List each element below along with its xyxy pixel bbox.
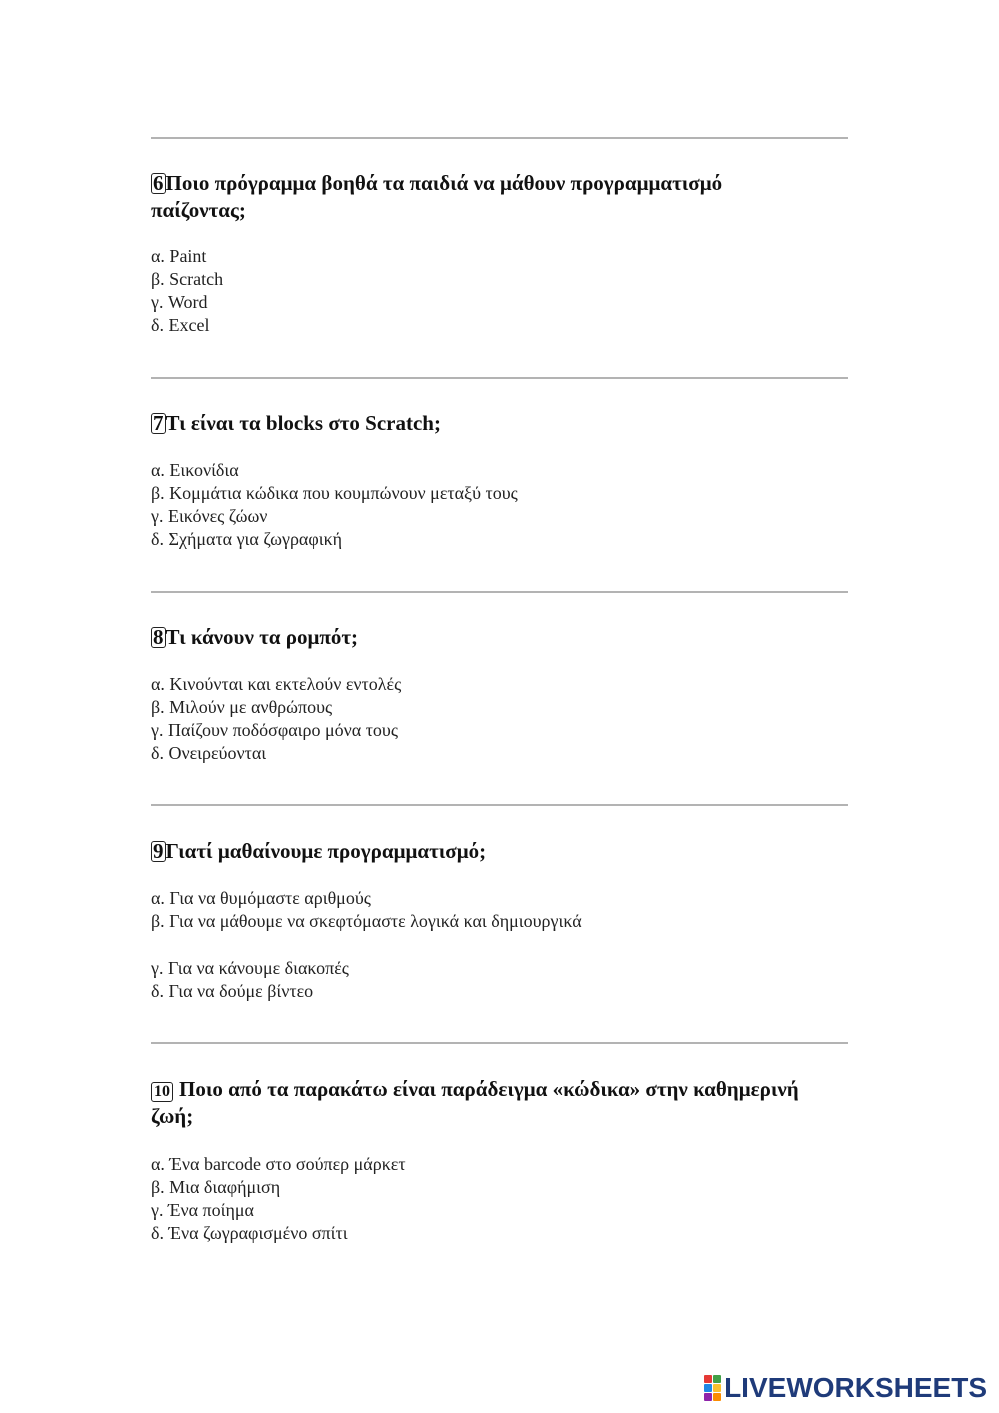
question-7-title <box>151 410 811 437</box>
question-9-option-c[interactable]: γ. Για να κάνουμε διακοπές <box>151 958 349 978</box>
logo-square-2 <box>713 1375 721 1383</box>
question-8-option-d[interactable]: δ. Ονειρεύονται <box>151 743 267 763</box>
question-9-option-d[interactable]: δ. Για να δούμε βίντεο <box>151 981 314 1001</box>
question-7-option-a[interactable]: α. Εικονίδια <box>151 460 239 480</box>
question-number-10: 10 <box>151 1082 173 1102</box>
question-6-option-b[interactable]: β. Scratch <box>151 269 224 289</box>
question-8-title <box>151 624 811 651</box>
question-text: Τι είναι τα blocks στο Scratch; <box>165 411 441 435</box>
question-6-title <box>151 170 811 224</box>
question-7-option-c[interactable]: γ. Εικόνες ζώων <box>151 506 268 526</box>
question-9-option-b[interactable]: β. Για να μάθουμε να σκεφτόμαστε λογικά και δημιουργικά <box>151 911 582 931</box>
liveworksheets-logo[interactable] <box>704 1373 987 1403</box>
question-8-option-b[interactable]: β. Μιλούν με ανθρώπους <box>151 697 333 717</box>
question-10-option-b[interactable]: β. Μια διαφήμιση <box>151 1177 281 1197</box>
question-8-option-a[interactable]: α. Κινούνται και εκτελούν εντολές <box>151 674 402 694</box>
divider-3 <box>151 591 848 593</box>
question-6-option-d[interactable]: δ. Excel <box>151 315 210 335</box>
question-9-option-a[interactable]: α. Για να θυμόμαστε αριθμούς <box>151 888 371 908</box>
logo-grid-icon <box>704 1375 721 1401</box>
question-number-7: 7 <box>153 411 164 435</box>
question-10-option-a[interactable]: α. Ένα barcode στο σούπερ μάρκετ <box>151 1154 406 1174</box>
divider-1 <box>151 137 848 139</box>
question-text: Ποιο πρόγραμμα βοηθά τα παιδιά να μάθουν προγραμματισμό παίζοντας; <box>151 171 723 222</box>
logo-square-5 <box>704 1393 712 1401</box>
question-10-title <box>151 1076 811 1130</box>
question-6-option-a[interactable]: α. Paint <box>151 246 207 266</box>
question-text: Γιατί μαθαίνουμε προγραμματισμό; <box>165 839 487 863</box>
divider-2 <box>151 377 848 379</box>
logo-text: LIVEWORKSHEETS <box>724 1372 987 1403</box>
divider-4 <box>151 804 848 806</box>
question-number-6: 6 <box>153 171 164 195</box>
question-9-title <box>151 838 811 865</box>
question-7-option-b[interactable]: β. Κομμάτια κώδικα που κουμπώνουν μεταξύ τους <box>151 483 518 503</box>
logo-square-6 <box>713 1393 721 1401</box>
logo-square-3 <box>704 1384 712 1392</box>
question-10-option-c[interactable]: γ. Ένα ποίημα <box>151 1200 254 1220</box>
question-10-option-d[interactable]: δ. Ένα ζωγραφισμένο σπίτι <box>151 1223 348 1243</box>
logo-square-4 <box>713 1384 721 1392</box>
question-6-option-c[interactable]: γ. Word <box>151 292 208 312</box>
question-8-option-c[interactable]: γ. Παίζουν ποδόσφαιρο μόνα τους <box>151 720 398 740</box>
divider-5 <box>151 1042 848 1044</box>
question-7-option-d[interactable]: δ. Σχήματα για ζωγραφική <box>151 529 343 549</box>
question-text: Ποιο από τα παρακάτω είναι παράδειγμα «κώδικα» στην καθημερινή ζωή; <box>151 1077 799 1128</box>
logo-square-1 <box>704 1375 712 1383</box>
question-number-9: 9 <box>153 839 164 863</box>
question-number-8: 8 <box>153 625 164 649</box>
question-text: Τι κάνουν τα ρομπότ; <box>165 625 359 649</box>
